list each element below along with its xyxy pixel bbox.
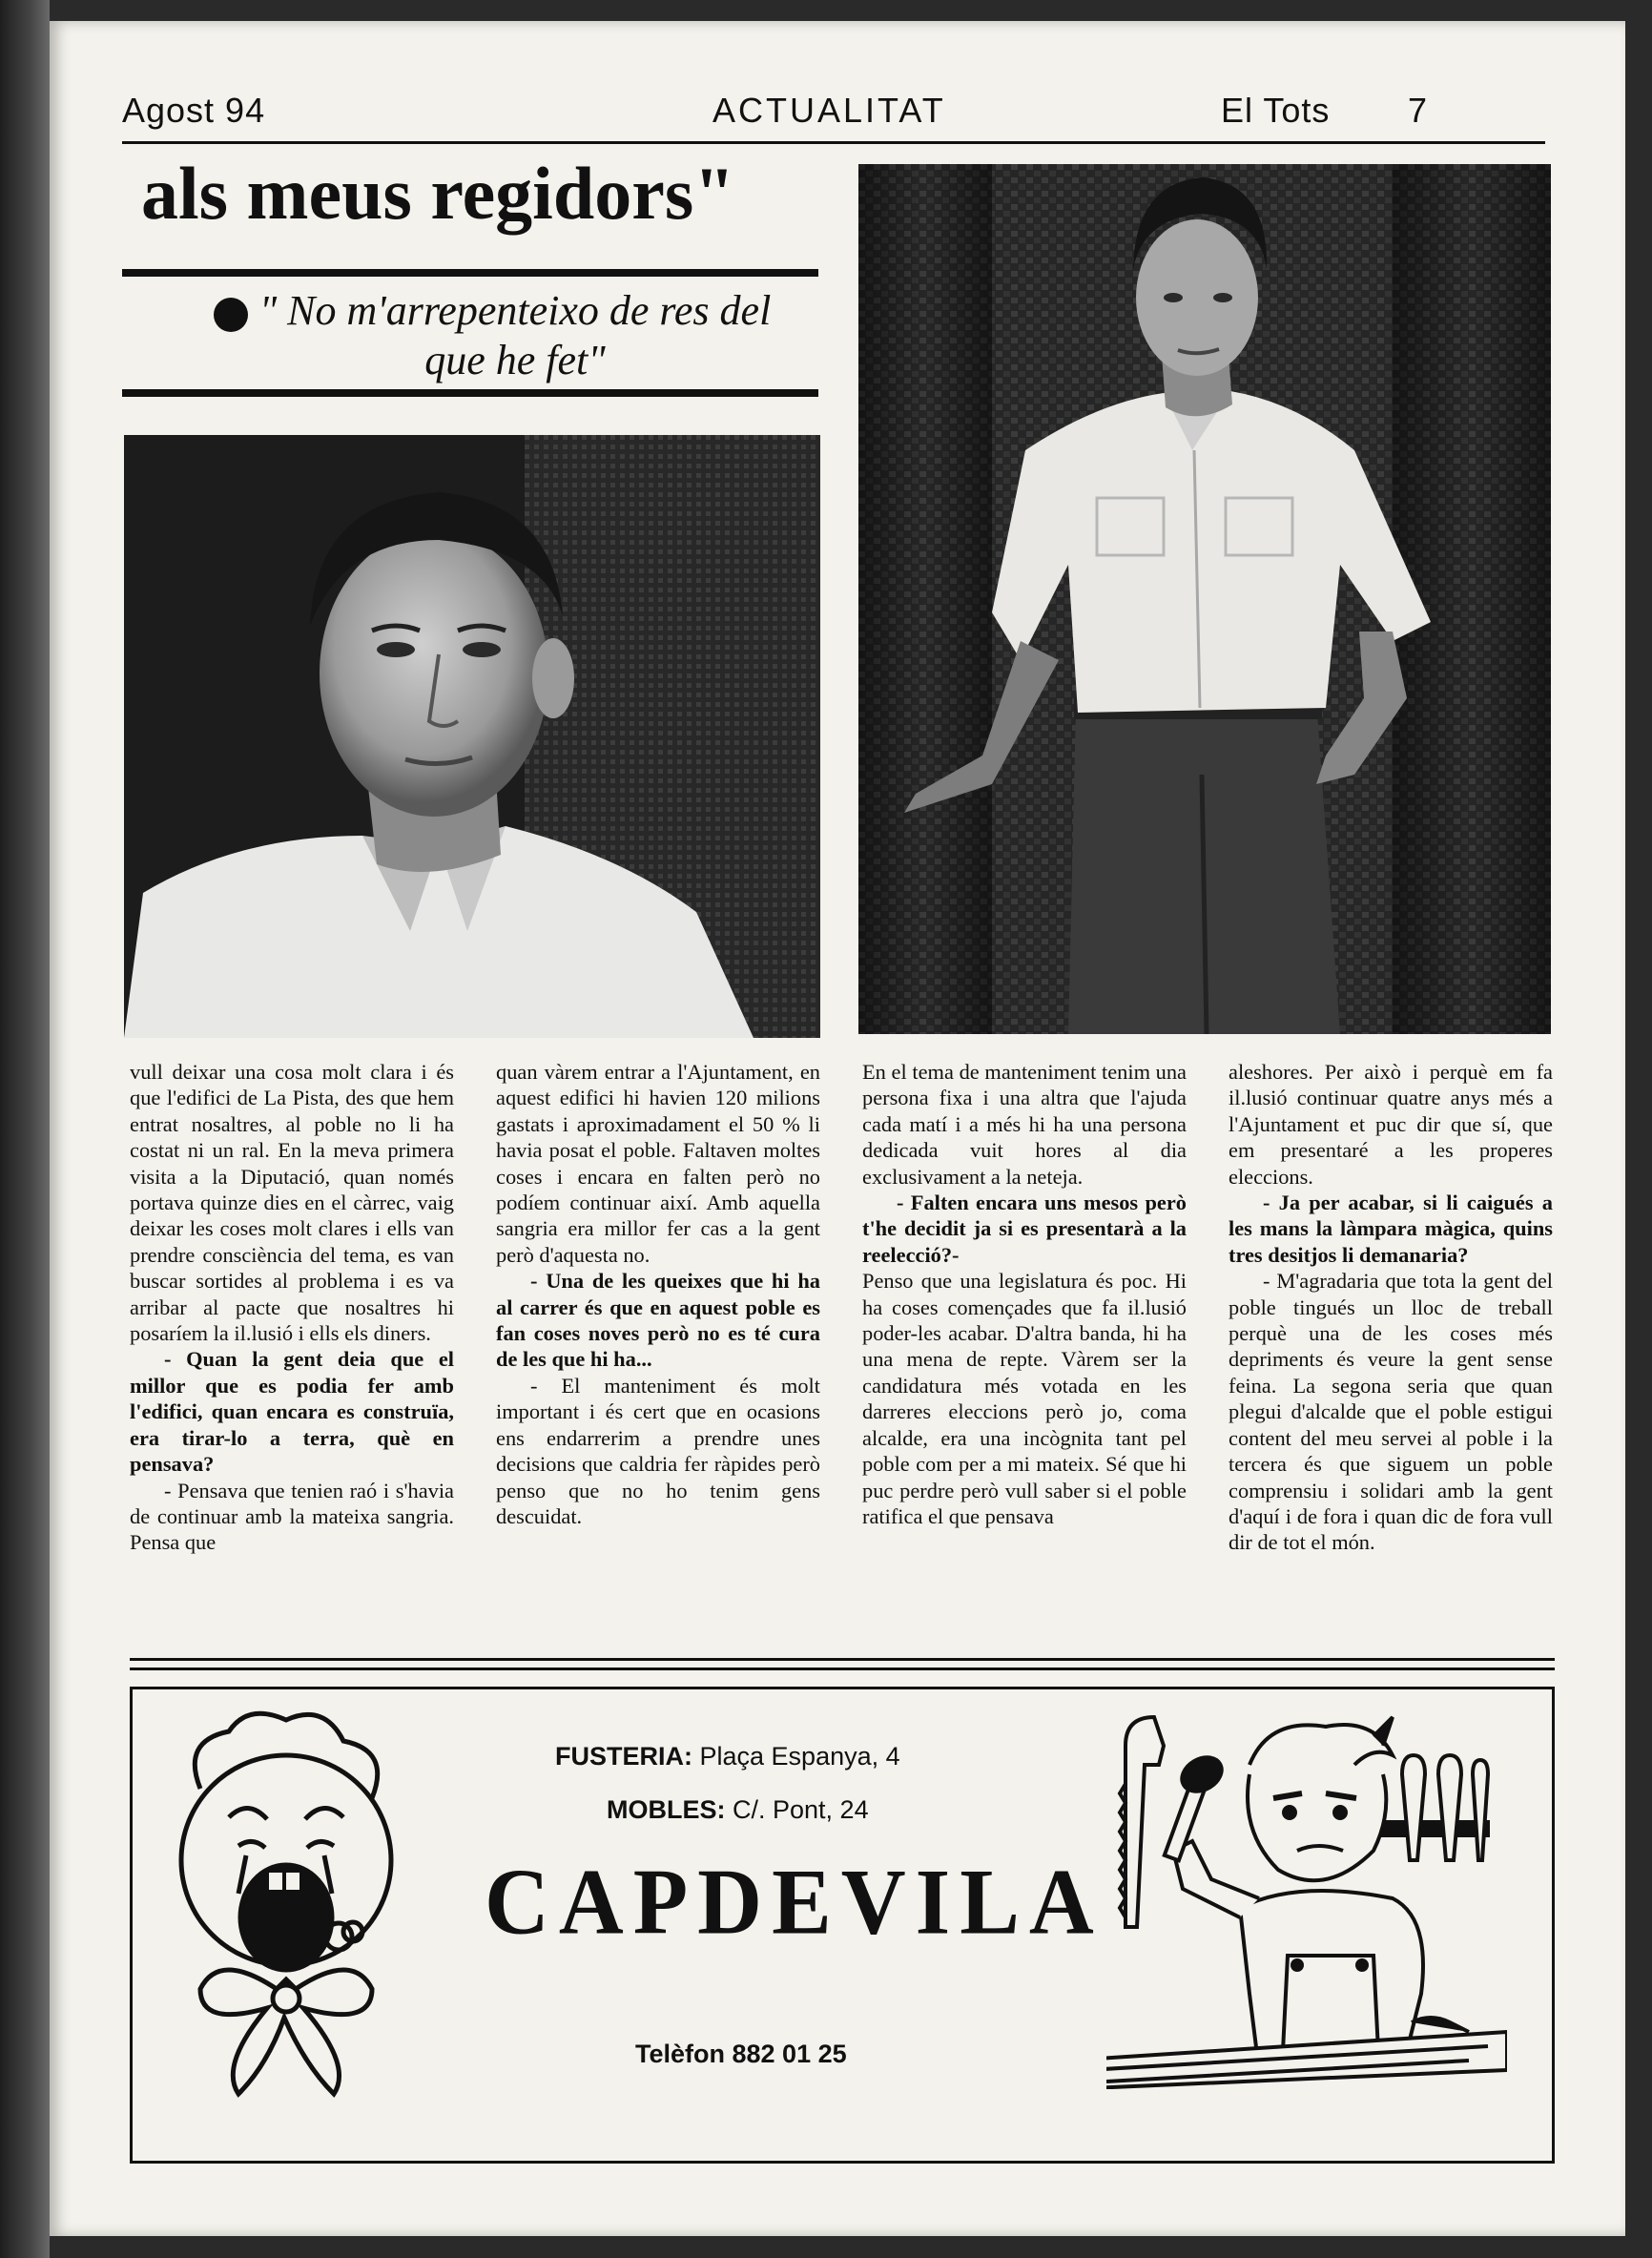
interview-answer: - El manteniment és molt important i és cert que en ocasions ens endarrerim a prendre unes decisions que caldria fer ràpides però penso que no ho tenim gens descuidat. xyxy=(496,1373,820,1528)
ad-label: MOBLES: xyxy=(607,1795,726,1824)
crying-baby-illustration xyxy=(162,1703,410,2127)
ad-value: C/. Pont, 24 xyxy=(725,1795,869,1824)
article-column-4 xyxy=(1229,1059,1553,1556)
header-rule xyxy=(122,141,1545,144)
interview-answer: Penso que una legislatura és poc. Hi ha coses començades que fa il.lusió poder-les acabar. D'altra banda, hi ha una mena de repte. Vàrem ser la candidatura més votada en les darreres eleccions però jo, coma alcalde, era una incògnita tant pel poble com per a mi mateix. Sé que hi puc perdre però vull saber si el poble ratifica el que pensava xyxy=(862,1269,1187,1528)
ad-rule-bottom xyxy=(130,1668,1555,1670)
ad-address-furniture xyxy=(607,1795,869,1825)
paragraph: quan vàrem entrar a l'Ajuntament, en aquest edifici hi havien 120 milions gastats i aproximadament el 50 % li havia posat el poble. Faltaven moltes coses i encara en falten però no podíem continuar així. Amb aquella sangria era millor fer cas a la gent però d'aquesta no. xyxy=(496,1060,820,1267)
ad-label: FUSTERIA: xyxy=(555,1742,692,1771)
interview-question: - Una de les queixes que hi ha al carrer és que en aquest poble es fan coses noves però no es té cura de les que hi ha... xyxy=(496,1269,820,1372)
carpenter-illustration xyxy=(1106,1708,1507,2094)
interview-answer: - M'agradaria que tota la gent del poble tingués un lloc de treball perquè una de les coses més depriments és veure la gent sense feina. La segona seria que quan plegui d'alcalde que el poble estigui content del meu servei al poble i la tercera és que siguem un poble comprensiu i solidari amb la gent d'aquí i de fora i quan dic de fora vull dir de tot el món. xyxy=(1229,1269,1553,1555)
book-gutter xyxy=(0,0,50,2258)
interview-answer: - Pensava que tenien raó i s'havia de continuar amb la mateixa sangria. Pensa que xyxy=(130,1478,454,1555)
article-column-3 xyxy=(862,1059,1187,1529)
article-column-2 xyxy=(496,1059,820,1529)
article-column-1 xyxy=(130,1059,454,1556)
paragraph: vull deixar una cosa molt clara i és que l'edifici de La Pista, des que hem entrat nosaltres, al poble no li ha costat ni un ral. En la meva primera visita a la Diputació, quan només portava quinze dies en el càrrec, vaig deixar les coses molt clares i ells van prendre consciència del tema, es van buscar sortides al problema i es va arribar al pacte que nosaltres hi posaríem la il.lusió i ells els diners. xyxy=(130,1060,454,1346)
paragraph: En el tema de manteniment tenim una persona fixa i una altra que l'ajuda cada matí i a més hi ha una persona dedicada vuit hores al dia exclusivament a la neteja. xyxy=(862,1060,1187,1189)
paragraph: aleshores. Per això i perquè em fa il.lusió continuar quatre anys més a l'Ajuntament et puc dir que sí, que em presentaré a les properes eleccions. xyxy=(1229,1060,1553,1189)
section-title: ACTUALITAT xyxy=(712,91,946,130)
publication-name: El Tots xyxy=(1221,91,1331,130)
portrait-photo xyxy=(124,435,820,1038)
ad-address-carpentry xyxy=(555,1742,900,1771)
headline-rule-top xyxy=(122,269,818,277)
headline: als meus regidors" xyxy=(141,152,735,235)
ad-brand-name: CAPDEVILA xyxy=(485,1850,1104,1955)
ad-value: Plaça Espanya, 4 xyxy=(692,1742,900,1771)
ad-phone: Telèfon 882 01 25 xyxy=(635,2040,847,2068)
subhead-rule-bottom xyxy=(122,389,818,397)
standing-photo xyxy=(858,164,1551,1034)
interview-question: - Quan la gent deia que el millor que es podia fer amb l'edifici, quan encara es construïa, era tirar-lo a terra, què en pensava? xyxy=(130,1347,454,1477)
subhead: " No m'arrepenteixo de res del que he fet" xyxy=(258,287,772,383)
ad-rule-top xyxy=(130,1658,1555,1661)
interview-question: - Falten encara uns mesos però t'he decidit ja si es presentarà a la reelecció?- xyxy=(862,1191,1187,1267)
bullet-icon xyxy=(214,298,248,332)
interview-question: - Ja per acabar, si li caigués a les mans la làmpara màgica, quins tres desitjos li demanaria? xyxy=(1229,1191,1553,1267)
issue-date: Agost 94 xyxy=(122,91,266,130)
page-number: 7 xyxy=(1408,91,1429,130)
